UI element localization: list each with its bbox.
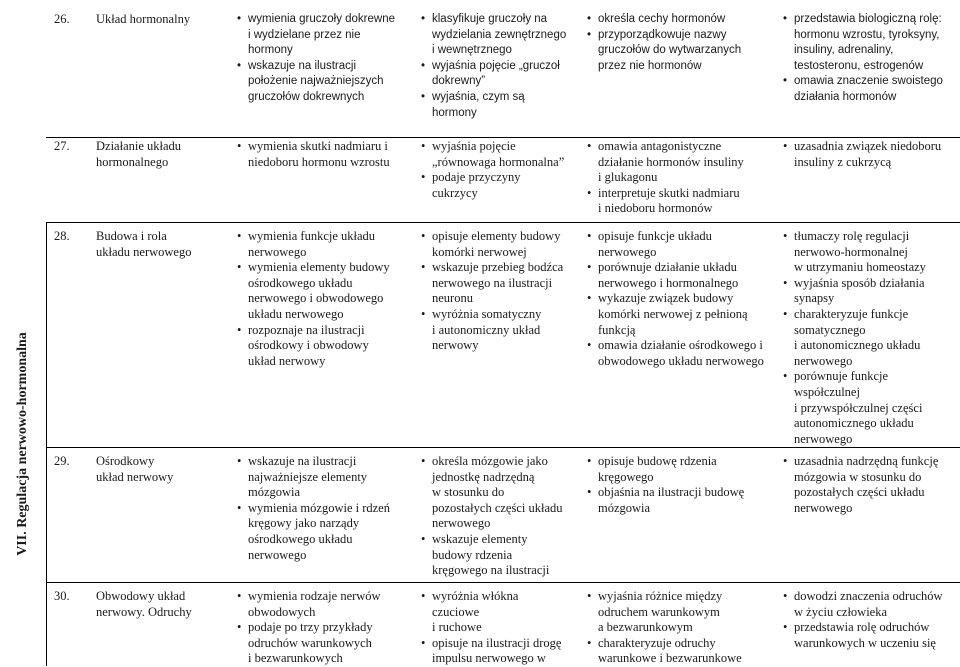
requirements-col-1 bbox=[236, 139, 390, 170]
list-item: nerwowego bbox=[248, 244, 307, 259]
list-item: hormony bbox=[432, 106, 477, 119]
list-item: odruchem warunkowym bbox=[598, 604, 720, 619]
list-item: • określa mózgowie jako bbox=[420, 454, 563, 470]
list-item: nerwowego bbox=[794, 353, 853, 368]
list-item: ośrodkowy i obwodowy bbox=[248, 338, 369, 353]
list-item: czuciowe bbox=[432, 604, 480, 619]
list-item: pozostałych części układu bbox=[794, 485, 925, 500]
list-item: kręgowego na ilustracji bbox=[432, 563, 550, 578]
row-number: 29. bbox=[54, 454, 70, 468]
list-item: nerwowego i hormonalnego bbox=[598, 275, 739, 290]
list-item: i ruchowe bbox=[432, 620, 482, 635]
row-divider bbox=[46, 137, 960, 138]
list-item: • wyróżnia somatyczny bbox=[420, 307, 563, 323]
list-item: najważniejsze elementy bbox=[248, 469, 368, 484]
list-item: układu nerwowego bbox=[248, 306, 344, 321]
list-item: funkcją bbox=[598, 322, 636, 337]
row-topic: Budowa i rola układu nerwowego bbox=[96, 229, 192, 259]
list-item: • przyporządkowuje nazwy bbox=[586, 28, 741, 44]
requirements-col-4 bbox=[782, 454, 938, 516]
list-item: • opisuje na ilustracji drogę bbox=[420, 636, 561, 652]
section-column-divider bbox=[46, 222, 47, 666]
list-item: nerwowy bbox=[432, 338, 479, 353]
list-item: gruczołów dokrewnych bbox=[248, 90, 365, 103]
list-item: kręgowy jako narządy bbox=[248, 516, 360, 531]
list-item: • wyjaśnia, czym są bbox=[420, 90, 566, 106]
list-item: impulsu nerwowego w bbox=[432, 651, 546, 666]
list-item: pozostałych części układu bbox=[432, 500, 563, 515]
list-item: obwodowych bbox=[248, 604, 316, 619]
list-item: mózgowia bbox=[598, 500, 651, 515]
list-item: w życiu człowieka bbox=[794, 604, 888, 619]
requirements-col-3 bbox=[586, 454, 744, 516]
requirements-col-4 bbox=[782, 589, 943, 651]
list-item: cukrzycy bbox=[432, 185, 478, 200]
list-item: a bezwarunkowym bbox=[598, 620, 693, 635]
requirements-col-3 bbox=[586, 229, 764, 369]
list-item: warunkowe i bezwarunkowe bbox=[598, 651, 742, 666]
requirements-col-2 bbox=[420, 589, 561, 667]
section-label bbox=[4, 222, 42, 666]
list-item: układ nerwowy bbox=[248, 353, 326, 368]
row-number: 27. bbox=[54, 139, 70, 153]
row-number: 26. bbox=[54, 12, 70, 26]
requirements-col-3 bbox=[586, 12, 741, 74]
section-label-text: VII. Regulacja nerwowo-hormonalna bbox=[15, 332, 31, 556]
list-item: i wewnętrznego bbox=[432, 44, 512, 57]
list-item: kręgowego bbox=[598, 469, 654, 484]
list-item: • klasyfikuje gruczoły na bbox=[420, 12, 566, 28]
list-item: położenie najważniejszych bbox=[248, 75, 384, 88]
list-item: komórki nerwowej z pełnioną bbox=[598, 306, 748, 321]
list-item: w stosunku do bbox=[432, 485, 505, 500]
list-item: insuliny, adrenaliny, bbox=[794, 44, 894, 57]
list-item: • uzasadnia związek niedoboru bbox=[782, 139, 941, 155]
row-number: 28. bbox=[54, 229, 70, 243]
list-item: • wymienia funkcje układu bbox=[236, 229, 390, 245]
row-number: 30. bbox=[54, 589, 70, 603]
list-item: • interpretuje skutki nadmiaru bbox=[586, 186, 744, 202]
list-item: • uzasadnia nadrzędną funkcję bbox=[782, 454, 938, 470]
requirements-col-1 bbox=[236, 12, 395, 106]
list-item: i autonomiczny układ bbox=[432, 322, 541, 337]
list-item: nerwowego bbox=[794, 500, 853, 515]
list-item: „równowaga hormonalna” bbox=[432, 154, 565, 169]
list-item: • porównuje funkcje bbox=[782, 369, 926, 385]
list-item: • dowodzi znaczenia odruchów bbox=[782, 589, 943, 605]
requirements-col-1 bbox=[236, 229, 390, 369]
list-item: i niedoboru hormonów bbox=[598, 201, 713, 216]
list-item: i bezwarunkowych bbox=[248, 651, 343, 666]
list-item: • wymienia mózgowie i rdzeń bbox=[236, 501, 390, 517]
list-item: nerwowego i obwodowego bbox=[248, 291, 384, 306]
list-item: • wyjaśnia różnice między bbox=[586, 589, 742, 605]
list-item: i autonomicznego układu bbox=[794, 338, 921, 353]
list-item: obwodowego układu nerwowego bbox=[598, 353, 764, 368]
list-item: komórki nerwowej bbox=[432, 244, 527, 259]
list-item: • wyjaśnia pojęcie „gruczoł bbox=[420, 59, 566, 75]
requirements-col-2 bbox=[420, 139, 564, 201]
list-item: ośrodkowego układu bbox=[248, 531, 353, 546]
list-item: • podaje przyczyny bbox=[420, 170, 564, 186]
list-item: • opisuje budowę rdzenia bbox=[586, 454, 744, 470]
list-item: • rozpoznaje na ilustracji bbox=[236, 323, 390, 339]
list-item: • opisuje funkcje układu bbox=[586, 229, 764, 245]
requirements-col-2 bbox=[420, 454, 563, 579]
list-item: nerwowego bbox=[432, 516, 491, 531]
list-item: neuronu bbox=[432, 291, 473, 306]
list-item: jednostkę nadrzędną bbox=[432, 469, 535, 484]
list-item: dokrewny” bbox=[432, 75, 486, 88]
requirements-col-2 bbox=[420, 229, 563, 354]
list-item: nerwowego bbox=[794, 431, 853, 446]
list-item: • przedstawia biologiczną rolę: bbox=[782, 12, 943, 28]
list-item: • tłumaczy rolę regulacji bbox=[782, 229, 926, 245]
requirements-col-1 bbox=[236, 454, 390, 563]
list-item: współczulnej bbox=[794, 384, 860, 399]
list-item: • wymienia elementy budowy bbox=[236, 260, 390, 276]
requirements-col-4 bbox=[782, 139, 941, 170]
list-item: • określa cechy hormonów bbox=[586, 12, 741, 28]
list-item: • wskazuje elementy bbox=[420, 532, 563, 548]
list-item: nerwowego na ilustracji bbox=[432, 275, 553, 290]
list-item: • wymienia gruczoły dokrewne bbox=[236, 12, 395, 28]
requirements-col-3 bbox=[586, 589, 742, 667]
list-item: • omawia antagonistyczne bbox=[586, 139, 744, 155]
list-item: • omawia znaczenie swoistego bbox=[782, 74, 943, 90]
list-item: • wymienia rodzaje nerwów bbox=[236, 589, 381, 605]
list-item: nerwowego bbox=[598, 244, 657, 259]
row-topic: Ośrodkowy układ nerwowy bbox=[96, 454, 174, 484]
list-item: warunkowych w uczeniu się bbox=[794, 635, 936, 650]
list-item: testosteronu, estrogenów bbox=[794, 59, 924, 72]
requirements-col-1 bbox=[236, 589, 381, 667]
list-item: • wskazuje na ilustracji bbox=[236, 454, 390, 470]
list-item: hormonu wzrostu, tyroksyny, bbox=[794, 28, 940, 41]
requirements-col-4 bbox=[782, 229, 926, 447]
list-item: synapsy bbox=[794, 291, 835, 306]
list-item: odruchów warunkowych bbox=[248, 635, 372, 650]
row-topic: Działanie układu hormonalnego bbox=[96, 139, 182, 169]
list-item: mózgowia w stosunku do bbox=[794, 469, 922, 484]
list-item: • objaśnia na ilustracji budowę bbox=[586, 485, 744, 501]
list-item: • wykazuje związek budowy bbox=[586, 291, 764, 307]
row-topic: Obwodowy układ nerwowy. Odruchy bbox=[96, 589, 192, 619]
list-item: • przedstawia rolę odruchów bbox=[782, 620, 943, 636]
row-divider bbox=[46, 222, 960, 223]
list-item: somatycznego bbox=[794, 322, 866, 337]
list-item: działania hormonów bbox=[794, 90, 897, 103]
list-item: • wskazuje przebieg bodźca bbox=[420, 260, 563, 276]
list-item: • porównuje działanie układu bbox=[586, 260, 764, 276]
list-item: autonomicznego układu bbox=[794, 416, 914, 431]
list-item: wydzielania zewnętrznego bbox=[432, 28, 567, 41]
requirements-col-2 bbox=[420, 12, 566, 121]
list-item: nerwowego bbox=[248, 547, 307, 562]
list-item: i przywspółczulnej części bbox=[794, 400, 923, 415]
requirements-col-4 bbox=[782, 12, 943, 106]
list-item: przez nie hormonów bbox=[598, 59, 702, 72]
list-item: w utrzymaniu homeostazy bbox=[794, 260, 926, 275]
requirements-col-3 bbox=[586, 139, 744, 217]
list-item: • wskazuje na ilustracji bbox=[236, 59, 395, 75]
list-item: hormony bbox=[248, 44, 293, 57]
list-item: • wyróżnia włókna bbox=[420, 589, 561, 605]
list-item: ośrodkowego układu bbox=[248, 275, 353, 290]
list-item: • omawia działanie ośrodkowego i bbox=[586, 338, 764, 354]
list-item: i wydzielane przez nie bbox=[248, 28, 361, 41]
list-item: • wyjaśnia pojęcie bbox=[420, 139, 564, 155]
list-item: • wymienia skutki nadmiaru i bbox=[236, 139, 390, 155]
list-item: • charakteryzuje odruchy bbox=[586, 636, 742, 652]
list-item: działanie hormonów insuliny bbox=[598, 154, 744, 169]
list-item: • podaje po trzy przykłady bbox=[236, 620, 381, 636]
row-divider bbox=[46, 582, 960, 583]
list-item: insuliny z cukrzycą bbox=[794, 154, 892, 169]
list-item: gruczołów do wytwarzanych bbox=[598, 44, 742, 57]
list-item: budowy rdzenia bbox=[432, 547, 513, 562]
list-item: niedoboru hormonu wzrostu bbox=[248, 154, 390, 169]
row-topic: Układ hormonalny bbox=[96, 12, 191, 26]
list-item: mózgowia bbox=[248, 485, 301, 500]
list-item: i glukagonu bbox=[598, 170, 658, 185]
list-item: • charakteryzuje funkcje bbox=[782, 307, 926, 323]
list-item: nerwowo-hormonalnej bbox=[794, 244, 908, 259]
list-item: • wyjaśnia sposób działania bbox=[782, 276, 926, 292]
list-item: • opisuje elementy budowy bbox=[420, 229, 563, 245]
